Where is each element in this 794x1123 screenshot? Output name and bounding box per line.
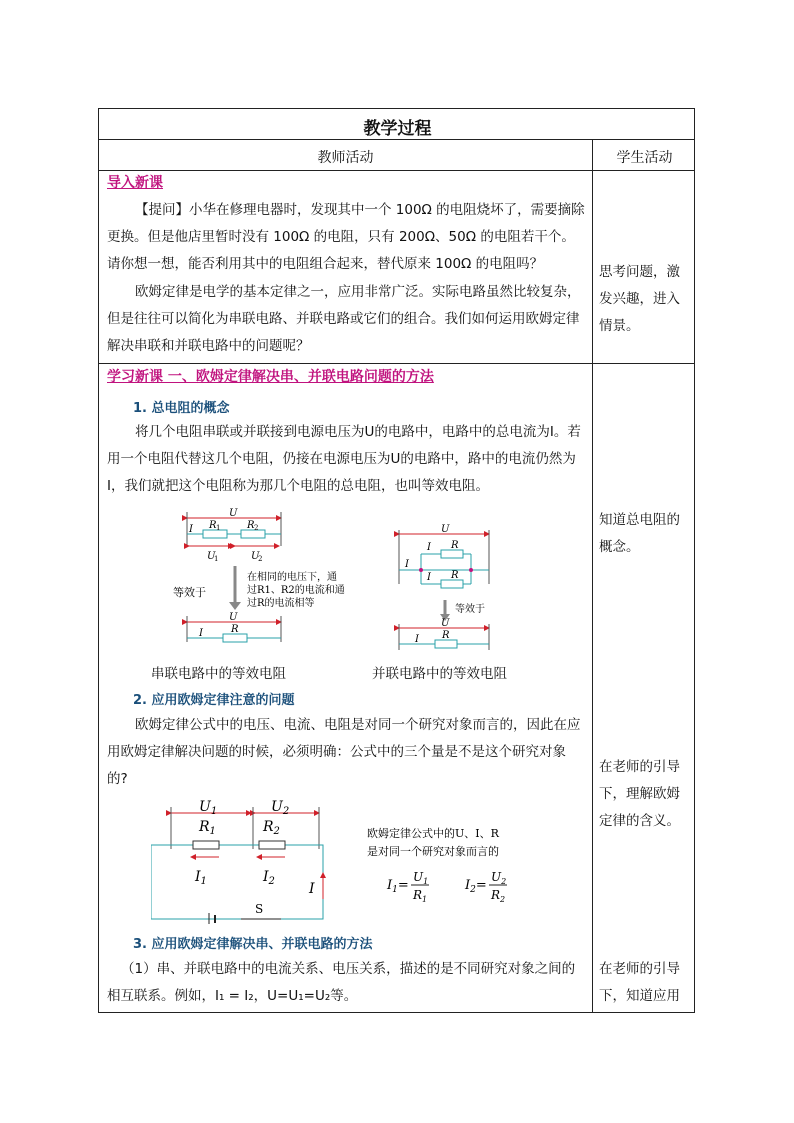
- column-divider: [592, 139, 593, 1012]
- svg-text:U2: $U_2$: [271, 799, 290, 817]
- fig1-r1-label: R: [209, 520, 217, 531]
- fig1-equiv-label: 等效于: [173, 586, 206, 599]
- fig1-parallel-r-equiv-label: R: [442, 630, 450, 641]
- fig1-u1-label: U: [207, 551, 216, 562]
- svg-text:R1: $R_1$: [199, 819, 216, 837]
- svg-text:R1: $R_1$: [413, 888, 428, 904]
- table-title: 教学过程: [363, 119, 432, 139]
- student-activity-intro: 思考问题，激发兴趣，进入情景。: [599, 264, 680, 334]
- fig1-r1-sub: 1: [216, 524, 221, 532]
- fig2-note-line2: 是对同一个研究对象而言的: [367, 845, 499, 858]
- ohm-law-notes-paragraph: 欧姆定律公式中的电压、电流、电阻是对同一个研究对象而言的，因此在应用欧姆定律解决问题的时候，必须明确：公式中的三个量是不是这个研究对象的?: [107, 717, 581, 787]
- fig1-parallel-r1-label: R: [451, 540, 459, 551]
- fig1-u-equiv-label: U: [229, 612, 238, 623]
- total-resistance-paragraph: 将几个电阻串联或并联接到电源电压为U的电路中，电路中的总电流为I。若用一个电阻代替这几个电阻，仍接在电源电压为U的电路中，路中的电流仍然为I，我们就把这个电阻称为那几个电阻的总电阻，也叫等效电阻。: [107, 424, 581, 494]
- caption-parallel: 并联电路中的等效电阻: [372, 666, 507, 682]
- row-divider: [99, 363, 694, 364]
- teacher-column-header: 教师活动: [317, 150, 374, 166]
- fig1-parallel-i2-label: I: [427, 572, 431, 583]
- student-column-header: 学生活动: [616, 150, 673, 166]
- student-activity-application: 在老师的引导下，知道应用: [599, 961, 680, 1004]
- learn-heading: 学习新课 一、欧姆定律解决串、并联电路问题的方法: [107, 369, 434, 385]
- student-activity-total-resistance: 知道总电阻的概念。: [599, 512, 680, 555]
- subheading-ohm-law-notes: 2. 应用欧姆定律注意的问题: [133, 693, 295, 708]
- intro-heading: 导入新课: [107, 175, 163, 191]
- intro-question: 【提问】小华在修理电器时，发现其中一个 100Ω 的电阻烧坏了，需要摘除更换。但是他店里暂时没有 100Ω 的电阻，只有 200Ω、50Ω 的电阻若干个。请你想一想，能否利用其中的电阻组合起来，替代原来 100Ω 的电阻吗？: [107, 202, 585, 272]
- svg-text:U1: $U_1$: [199, 799, 218, 817]
- svg-text:R2: $R_2$: [263, 819, 280, 837]
- fig1-parallel-u-label: U: [441, 524, 450, 535]
- svg-text:I2: $I_2$: [263, 869, 275, 887]
- fig1-parallel-r2-label: R: [451, 570, 459, 581]
- fig1-parallel-i1-label: I: [427, 542, 431, 553]
- fig1-parallel-i-label: I: [405, 559, 409, 570]
- fig1-parallel-u-equiv-label: U: [441, 618, 450, 629]
- svg-text:I2=: $I_2=$: [465, 878, 487, 895]
- solving-method-paragraph: （1）串、并联电路中的电流关系、电压关系，描述的是不同研究对象之间的相互联系。例如，I₁ = I₂，U=U₁=U₂等。: [107, 961, 576, 1004]
- fig2-note-line1: 欧姆定律公式中的U、I、R: [367, 827, 499, 840]
- intro-paragraph: 欧姆定律是电学的基本定律之一，应用非常广泛。实际电路虽然比较复杂，但是往往可以简化为串联电路、并联电路或它们的组合。我们如何运用欧姆定律解决串联和并联电路中的问题呢？: [107, 284, 581, 354]
- caption-series: 串联电路中的等效电阻: [151, 666, 286, 682]
- fig1-note-line3: 过R的电流相等: [247, 598, 315, 609]
- fig1-i-label: I: [189, 524, 193, 535]
- fig1-u2-label: U: [251, 551, 260, 562]
- ohm-law-circuit-figure: [151, 799, 571, 924]
- svg-text:I: I: [309, 881, 315, 897]
- fig1-note-line2: 过R1、R2的电流和通: [247, 585, 345, 596]
- svg-text:R2: $R_2$: [491, 888, 506, 904]
- fig1-r2-sub: 2: [254, 524, 259, 532]
- fig1-u-label: U: [229, 508, 238, 519]
- fig1-parallel-equiv-label: 等效于: [455, 604, 485, 615]
- fig1-i-equiv-label: I: [199, 628, 203, 639]
- svg-text:U1: $U_1$: [413, 870, 429, 886]
- row-divider: [99, 139, 694, 140]
- fig1-note-line1: 在相同的电压下，通: [247, 572, 337, 583]
- student-activity-ohm-law: 在老师的引导下，理解欧姆定律的含义。: [599, 759, 680, 829]
- fig1-u2-sub: 2: [258, 555, 263, 563]
- fig1-u1-sub: 1: [214, 555, 219, 563]
- subheading-solving-method: 3. 应用欧姆定律解决串、并联电路的方法: [133, 937, 373, 952]
- svg-text:I1=: $I_1=$: [387, 878, 409, 895]
- teaching-process-table: [98, 108, 695, 1013]
- row-divider: [99, 170, 694, 171]
- subheading-total-resistance: 1. 总电阻的概念: [133, 401, 230, 416]
- equivalent-resistance-figure: [159, 504, 519, 654]
- fig1-r-equiv-label: R: [231, 624, 239, 635]
- fig1-parallel-i-equiv-label: I: [415, 634, 419, 645]
- svg-text:I1: $I_1$: [195, 869, 207, 887]
- fig2-switch-label: S: [255, 902, 264, 916]
- svg-text:U2: $U_2$: [491, 870, 507, 886]
- fig1-r2-label: R: [247, 520, 255, 531]
